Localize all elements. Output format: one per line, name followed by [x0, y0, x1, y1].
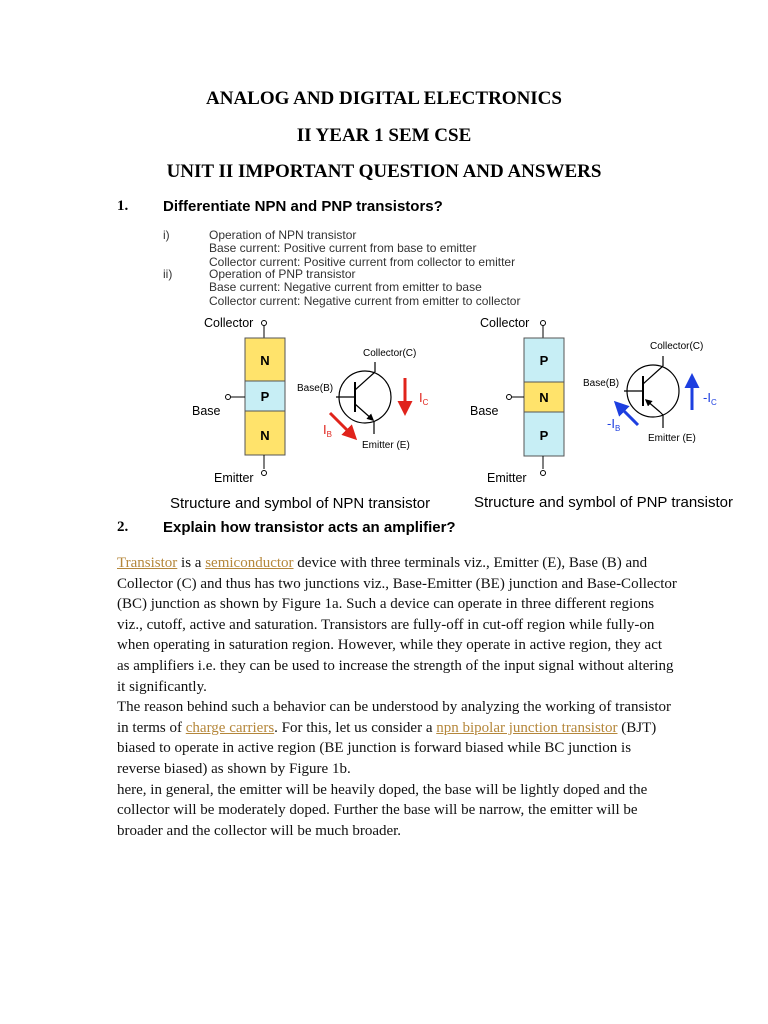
q1-item-1-text	[209, 229, 515, 269]
question-2-text: Explain how transistor acts an amplifier?	[163, 519, 456, 536]
npn-emitter-label: Emitter	[214, 471, 254, 485]
q1-item-1-marker: i)	[163, 228, 170, 242]
npn-structure	[192, 316, 285, 485]
pnp-layer-mid-label: N	[539, 390, 549, 405]
pnp-emitter-terminal	[541, 471, 546, 476]
npn-collector-label: Collector	[204, 316, 254, 330]
pnp-caption: Structure and symbol of PNP transistor	[474, 494, 733, 511]
q1-item-1-line: Collector current: Positive current from collector to emitter	[209, 254, 516, 269]
page-title: ANALOG AND DIGITAL ELECTRONICS	[206, 88, 562, 109]
pnp-ib-label: $-I_B$	[607, 416, 621, 433]
npn-emitter-terminal	[262, 471, 267, 476]
answer-paragraph-3: here, in general, the emitter will be heavily doped, the base will be lightly doped and the collector will be moderately doped. Further the base will be narrow, the emitter will be broader and the collector will be much broader.	[117, 781, 648, 839]
question-2-number: 2.	[117, 519, 129, 535]
question-1-number: 1.	[117, 198, 129, 214]
npn-ib-label: $I_B$	[323, 422, 332, 439]
npn-sym-emitter-label: Emitter (E)	[362, 440, 410, 451]
npn-sym-collector-label: Collector(C)	[363, 348, 417, 359]
q1-item-1-line: Operation of NPN transistor	[209, 228, 357, 242]
pnp-emitter-label: Emitter	[487, 471, 527, 485]
answer-body	[117, 553, 677, 841]
npn-ic-label: $I_C$	[419, 390, 429, 407]
answer-paragraph-2: The reason behind such a behavior can be understood by analyzing the working of transistor in terms of charge carriers. For this, let us consider a npn bipolar junction transistor (BJT) biased to operate in active region (BE junction is forward biased while BC junction is reverse biased) as shown by Figure 1b.	[117, 699, 672, 777]
semiconductor-link[interactable]: semiconductor	[205, 555, 294, 571]
npn-collector-terminal	[262, 321, 267, 326]
pnp-ic-label: $-I_C$	[703, 390, 717, 407]
npn-layer-top-label: N	[260, 353, 270, 368]
pnp-collector-terminal	[541, 321, 546, 326]
pnp-sym-emitter-label: Emitter (E)	[648, 433, 696, 444]
transistor-figure	[160, 310, 760, 515]
q1-item-1-line: Base current: Positive current from base to emitter	[209, 241, 477, 256]
npn-layer-bot-label: N	[260, 428, 270, 443]
page-subtitle: II YEAR 1 SEM CSE	[296, 125, 472, 146]
npn-layer-mid-label: P	[260, 389, 270, 404]
charge-carriers-link[interactable]: charge carriers	[185, 719, 275, 736]
pnp-structure	[470, 316, 564, 485]
q1-item-2-line: Operation of PNP transistor	[209, 267, 356, 281]
q1-item-2-text	[209, 268, 520, 308]
npn-base-terminal	[226, 395, 231, 400]
pnp-sym-collector-label: Collector(C)	[650, 341, 704, 352]
pnp-ib-arrow	[616, 403, 638, 425]
npn-symbol	[297, 348, 429, 451]
q1-item-2-marker: ii)	[163, 267, 173, 281]
question-1-text: Differentiate NPN and PNP transistors?	[163, 198, 443, 215]
npn-sym-base-label: Base(B)	[297, 383, 334, 394]
pnp-symbol	[583, 341, 717, 444]
npn-caption: Structure and symbol of NPN transistor	[170, 495, 431, 512]
npn-ib-arrow	[330, 413, 355, 438]
transistor-link[interactable]: Transistor	[117, 555, 178, 571]
pnp-layer-bot-label: P	[539, 428, 549, 443]
pnp-layer-top-label: P	[539, 353, 549, 368]
q1-item-2-line: Base current: Negative current from emitter to base	[209, 280, 482, 295]
pnp-base-label: Base	[470, 404, 499, 418]
npn-bjt-link[interactable]: npn bipolar junction transistor	[436, 719, 618, 736]
pnp-collector-label: Collector	[480, 316, 530, 330]
q1-item-2-line: Collector current: Negative current from emitter to collector	[209, 293, 521, 308]
answer-paragraph-1: Transistor is a semiconductor device with three terminals viz., Emitter (E), Base (B) and Collector (C) and thus has two junctions viz., Base-Emitter (BE) junction and Base-Collector (BC) junction as shown by Figure 1a. Such a device can operate in three different regions viz., cutoff, active and saturation. Transistors are fully-off in cut-off region while fully-on when operating in saturation region. However, while they operate in active region, they act as amplifiers i.e. they can be used to increase the strength of the input signal without altering it significantly.	[117, 555, 677, 695]
pnp-sym-base-label: Base(B)	[583, 378, 620, 389]
pnp-base-terminal	[507, 395, 512, 400]
unit-heading: UNIT II IMPORTANT QUESTION AND ANSWERS	[166, 161, 602, 182]
npn-base-label: Base	[192, 404, 221, 418]
